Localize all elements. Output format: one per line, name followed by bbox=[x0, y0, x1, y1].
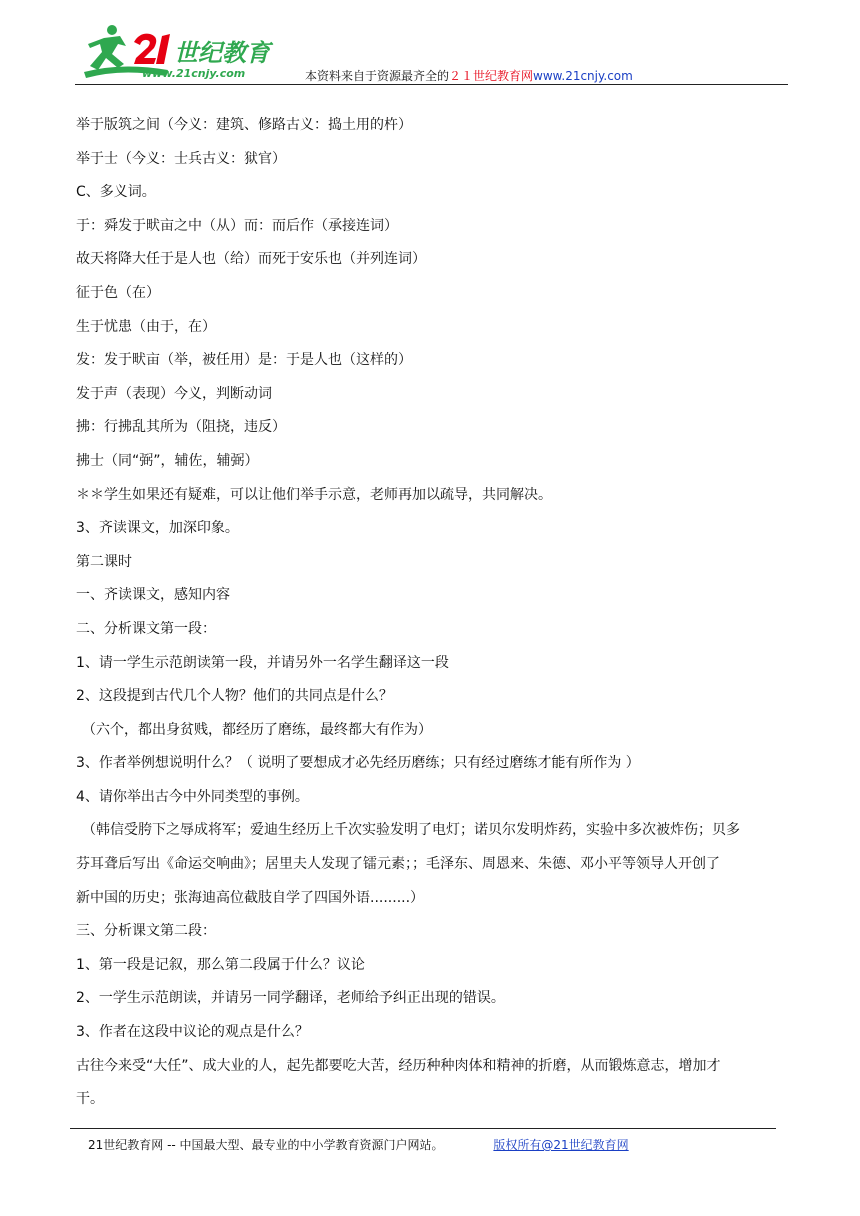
page-header bbox=[0, 0, 860, 90]
text-line: （六个，都出身贫贱，都经历了磨练，最终都大有作为） bbox=[82, 721, 432, 738]
header-note-prefix: 本资料来自于资源最齐全的 bbox=[305, 69, 450, 83]
text-line: 新中国的历史；张海迪高位截肢自学了四国外语.........） bbox=[76, 889, 425, 906]
text-line: 生于忧患（由于，在） bbox=[76, 318, 216, 335]
text-line: 3、作者在这段中议论的观点是什么？ bbox=[76, 1024, 309, 1041]
text-line: 征于色（在） bbox=[76, 284, 160, 301]
header-note-brand: ２１世纪教育网 bbox=[449, 69, 534, 83]
text-line: 2、这段提到古代几个人物？他们的共同点是什么？ bbox=[76, 688, 393, 705]
text-line: 举于士（今义：士兵古义：狱官） bbox=[76, 150, 286, 167]
text-line: 发：发于畎亩（举，被任用）是：于是人也（这样的） bbox=[76, 352, 412, 369]
text-line: 古往今来受“大任”、成大业的人，起先都要吃大苦，经历种种肉体和精神的折磨，从而锻炼意志，增加才 bbox=[76, 1057, 721, 1074]
footer-copyright-link[interactable]: 版权所有@21世纪教育网 bbox=[493, 1138, 629, 1152]
text-line: 一、齐读课文，感知内容 bbox=[76, 587, 230, 604]
text-line: 于：舜发于畎亩之中（从）而：而后作（承接连词） bbox=[76, 217, 398, 234]
text-line: 芬耳聋后写出《命运交响曲》；居里夫人发现了镭元素；；毛泽东、周恩来、朱德、邓小平等领导人开创了 bbox=[76, 856, 720, 873]
text-line: 发于声（表现）今义，判断动词 bbox=[76, 385, 272, 402]
text-line: 3、作者举例想说明什么？（ 说明了要想成才必先经历磨练；只有经过磨练才能有所作为 ） bbox=[76, 755, 640, 772]
text-line: 举于版筑之间（今义：建筑、修路古义：捣土用的杵） bbox=[76, 117, 412, 133]
footer-divider bbox=[70, 1128, 776, 1129]
svg-text:世纪教育: 世纪教育 bbox=[174, 39, 270, 67]
text-line: 1、请一学生示范朗读第一段，并请另外一名学生翻译这一段 bbox=[76, 654, 449, 671]
text-line: 三、分析课文第二段： bbox=[76, 923, 216, 940]
text-line: （韩信受胯下之辱成将军；爱迪生经历上千次实验发明了电灯；诺贝尔发明炸药，实验中多次被炸伤；贝多 bbox=[82, 822, 740, 839]
header-source-link[interactable]: www.21cnjy.com bbox=[533, 69, 633, 83]
text-line: 故天将降大任于是人也（给）而死于安乐也（并列连词） bbox=[76, 251, 426, 268]
document-body bbox=[76, 109, 788, 1117]
text-line: 拂：行拂乱其所为（阻挠，违反） bbox=[76, 419, 286, 436]
site-logo[interactable] bbox=[82, 20, 282, 82]
text-line: 2、一学生示范朗读，并请另一同学翻译，老师给予纠正出现的错误。 bbox=[76, 990, 505, 1007]
text-line: 拂士（同“弼”，辅佐，辅弼） bbox=[76, 452, 259, 469]
runner-logo-icon bbox=[82, 20, 282, 82]
header-divider bbox=[75, 84, 788, 85]
text-line: ＊＊学生如果还有疑难，可以让他们举手示意，老师再加以疏导，共同解决。 bbox=[76, 486, 552, 503]
text-line: 第二课时 bbox=[76, 553, 132, 570]
text-line: 干。 bbox=[76, 1091, 104, 1108]
text-line: 4、请你举出古今中外同类型的事例。 bbox=[76, 788, 309, 805]
footer-description: 21世纪教育网 -- 中国最大型、最专业的中小学教育资源门户网站。 bbox=[88, 1138, 444, 1152]
text-line: 3、齐读课文，加深印象。 bbox=[76, 520, 239, 537]
text-line: 二、分析课文第一段： bbox=[76, 620, 216, 637]
page-footer bbox=[88, 1136, 629, 1153]
header-source-note bbox=[305, 67, 633, 84]
svg-text:www.21cnjy.com: www.21cnjy.com bbox=[142, 67, 246, 80]
text-line: C、多义词。 bbox=[76, 184, 156, 201]
text-line: 1、第一段是记叙，那么第二段属于什么？议论 bbox=[76, 956, 365, 973]
